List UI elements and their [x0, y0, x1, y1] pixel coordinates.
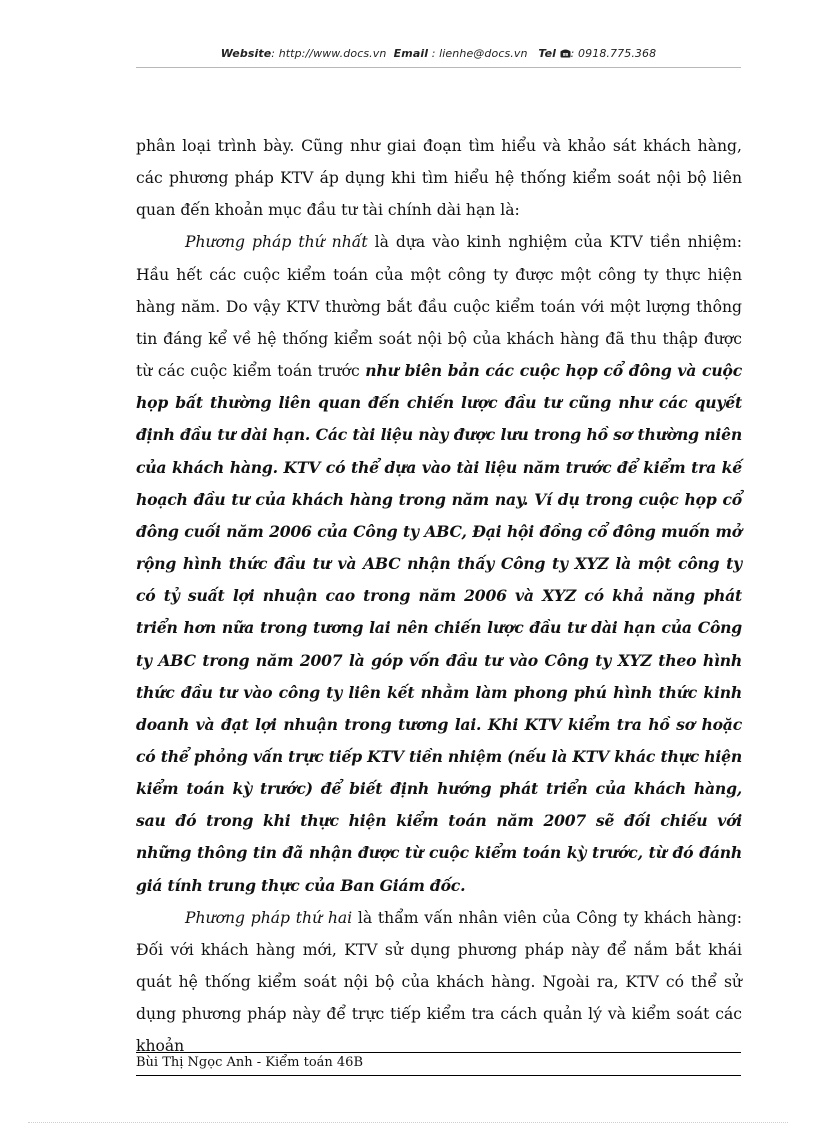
tel-value: : 0918.775.368 [570, 47, 657, 60]
paragraph-2-emphasis: như biên bản các cuộc họp cổ đông và cuộc họp bất thường liên quan đến chiến lược đầu tư cũng như các quyết định đầu tư dài hạn. Các tài liệu này được lưu trong hồ sơ thường niên của khách hàng. KTV có thể dựa vào tài liệu năm trước để kiểm tra kế hoạch đầu tư của khách hàng trong năm nay. Ví dụ trong cuộc họp cổ đông cuối năm 2006 của Công ty ABC, Đại hội đồng cổ đông muốn mở rộng hình thức đầu tư và ABC nhận thấy Công ty XYZ là một công ty có tỷ suất lợi nhuận cao trong năm 2006 và XYZ có khả năng phát triển hơn nữa trong tương lai nên chiến lược đầu tư dài hạn của Công ty ABC trong năm 2007 là góp vốn đầu tư vào Công ty XYZ theo hình thức đầu tư vào công ty liên kết nhằm làm phong phú hình thức kinh doanh và đạt lợi nhuận trong tương lai. Khi KTV kiểm tra hồ sơ hoặc có thể phỏng vấn trực tiếp KTV tiền nhiệm (nếu là KTV khác thực hiện kiểm toán kỳ trước) để biết định hướng phát triển của khách hàng, sau đó trong khi thực hiện kiểm toán năm 2007 sẽ đối chiếu với những thông tin đã nhận được từ cuộc kiểm toán kỳ trước, từ đó đánh giá tính trung thực của Ban Giám đốc. [136, 361, 742, 895]
method-two-label: Phương pháp thứ hai [185, 908, 353, 927]
footer-divider-bottom [136, 1075, 741, 1076]
paragraph-2-text: là dựa vào kinh nghiệm của KTV tiền nhiệm: Hầu hết các cuộc kiểm toán của một công ty được một công ty thực hiện hàng năm. Do vậy KTV thường bắt đầu cuộc kiểm toán với một lượng thông tin đáng kể về hệ thống kiểm soát nội bộ của khách hàng đã thu thập được từ các cuộc kiểm toán trước [136, 233, 742, 381]
footer-divider-top [136, 1052, 741, 1053]
tel-label: Tel [538, 47, 557, 60]
method-one-label: Phương pháp thứ nhất [185, 233, 368, 252]
email-label: Email [393, 47, 429, 60]
footer-author: Bùi Thị Ngọc Anh - Kiểm toán 46B [136, 1055, 364, 1070]
website-label: Website [220, 47, 272, 60]
paragraph-2 [136, 226, 742, 901]
website-value: : http://www.docs.vn [271, 47, 387, 60]
paragraph-3 [136, 902, 742, 1063]
email-value: : lienhe@docs.vn [431, 47, 528, 60]
page-header [136, 47, 741, 61]
telephone-icon [560, 48, 571, 61]
document-body [136, 130, 742, 1063]
paragraph-1: phân loại trình bày. Cũng như giai đoạn tìm hiểu và khảo sát khách hàng, các phương pháp KTV áp dụng khi tìm hiểu hệ thống kiểm soát nội bộ liên quan đến khoản mục đầu tư tài chính dài hạn là: [136, 137, 742, 220]
header-divider [136, 67, 741, 68]
paragraph-3-text: là thẩm vấn nhân viên của Công ty khách hàng: Đối với khách hàng mới, KTV sử dụng phương pháp này để nắm bắt khái quát hệ thống kiểm soát nội bộ của khách hàng. Ngoài ra, KTV có thể sử dụng phương pháp này để trực tiếp kiểm tra cách quản lý và kiểm soát các khoản [136, 908, 742, 1056]
